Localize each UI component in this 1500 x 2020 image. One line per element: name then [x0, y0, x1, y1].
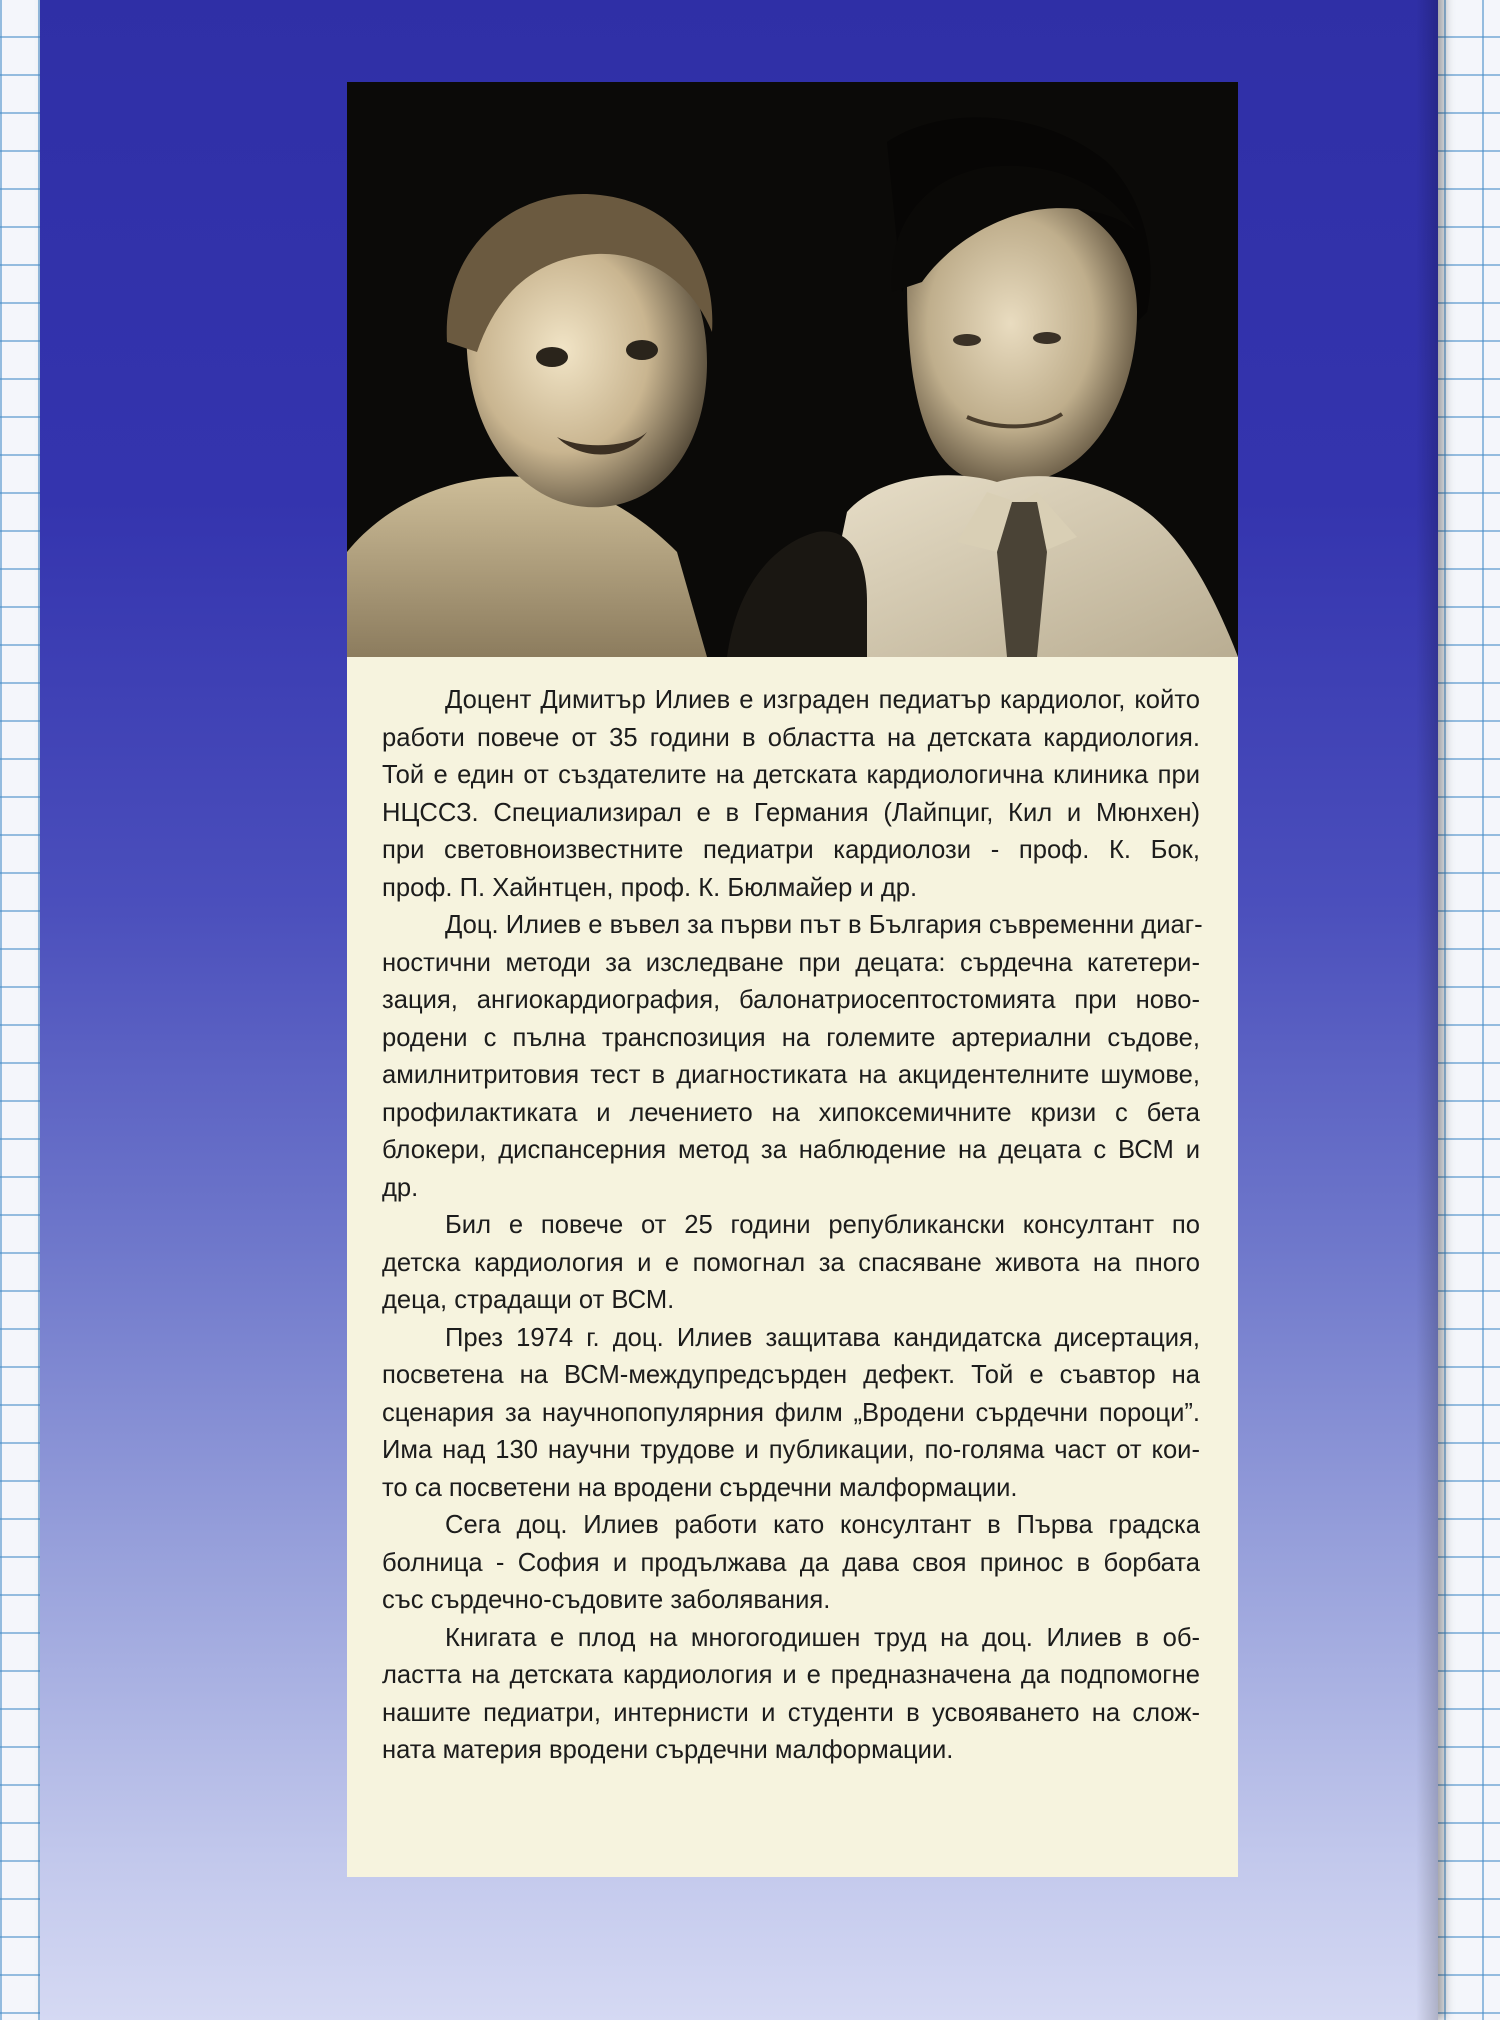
bio-line: амилнитритовия тест в диагностиката на акцидентелните шумове, [382, 1061, 1200, 1089]
bio-line: Той е един от създателите на детската кардиологична клиника при [382, 761, 1200, 789]
bio-line: болница - София и продължава да дава своя принос в борбата [382, 1548, 1200, 1577]
bio-line: Бил е повече от 25 години републикански консултант по [445, 1211, 1200, 1239]
bio-line: Доц. Илиев е въвел за първи път в България съвременни диаг- [445, 911, 1203, 939]
bio-line: проф. П. Хайнтцен, проф. К. Бюлмайер и др. [382, 873, 918, 902]
bio-line: посветена на ВСМ-междупредсърден дефект. Той е съавтор на [382, 1361, 1200, 1389]
bio-line: Доцент Димитър Илиев е изграден педиатър кардиолог, който [445, 686, 1200, 714]
bio-line: НЦССЗ. Специализирал е в Германия (Лайпциг, Кил и Мюнхен) [382, 798, 1200, 827]
bio-line: със сърдечно-съдовите заболявания. [382, 1586, 831, 1614]
bio-line: Книгата е плод на многогодишен труд на доц. Илиев в об- [445, 1623, 1200, 1652]
bio-paragraph [347, 682, 1238, 907]
bio-line: детска кардиология и е помогнал за спасяване живота на пного [382, 1248, 1200, 1277]
bio-line: През 1974 г. доц. Илиев защитава кандидатска дисертация, [445, 1323, 1200, 1352]
bio-line: блокери, диспансерния метод за наблюдение на децата с ВСМ и [382, 1136, 1200, 1164]
bio-line: при световноизвестните педиатри кардиолози - проф. К. Бок, [382, 836, 1200, 864]
bio-line: ластта на детската кардиология и е предназначена да подпомогне [382, 1661, 1200, 1689]
author-bio-text [347, 682, 1238, 1770]
bio-paragraph [347, 1207, 1238, 1320]
bio-line: зация, ангиокардиография, балонатриосептостомията при ново- [382, 986, 1200, 1014]
bio-line: сценария за научнопопулярния филм „Вродени сърдечни пороци”. [382, 1398, 1200, 1427]
cover-panel [347, 82, 1238, 1877]
bio-line: работи повече от 35 години в областта на детската кардиология. [382, 723, 1200, 752]
book-back-cover [40, 0, 1438, 2020]
bio-line: Сега доц. Илиев работи като консултант в Първа градска [445, 1511, 1200, 1539]
bio-line: то са посветени на вродени сърдечни малформации. [382, 1473, 1018, 1502]
author-photo [347, 82, 1238, 657]
bio-line: Има над 130 научни трудове и публикации, по-голяма част от кои- [382, 1436, 1200, 1464]
bio-line: нашите педиатри, интернисти и студенти в усвояването на слож- [382, 1698, 1200, 1727]
bio-line: ната материя вродени сърдечни малформации. [382, 1736, 954, 1764]
bio-paragraph [347, 1320, 1238, 1508]
bio-line: деца, страдащи от ВСМ. [382, 1286, 675, 1314]
bio-line: ностични методи за изследване при децата: сърдечна катетери- [382, 948, 1200, 977]
bio-paragraph [347, 1507, 1238, 1620]
bio-line: родени с пълна транспозиция на големите артериални съдове, [382, 1023, 1200, 1052]
bio-line: профилактиката и лечението на хипоксемичните кризи с бета [382, 1098, 1200, 1127]
bio-line: др. [382, 1173, 419, 1202]
photo-image [347, 82, 1238, 657]
bio-paragraph [347, 1620, 1238, 1770]
bio-paragraph [347, 907, 1238, 1207]
